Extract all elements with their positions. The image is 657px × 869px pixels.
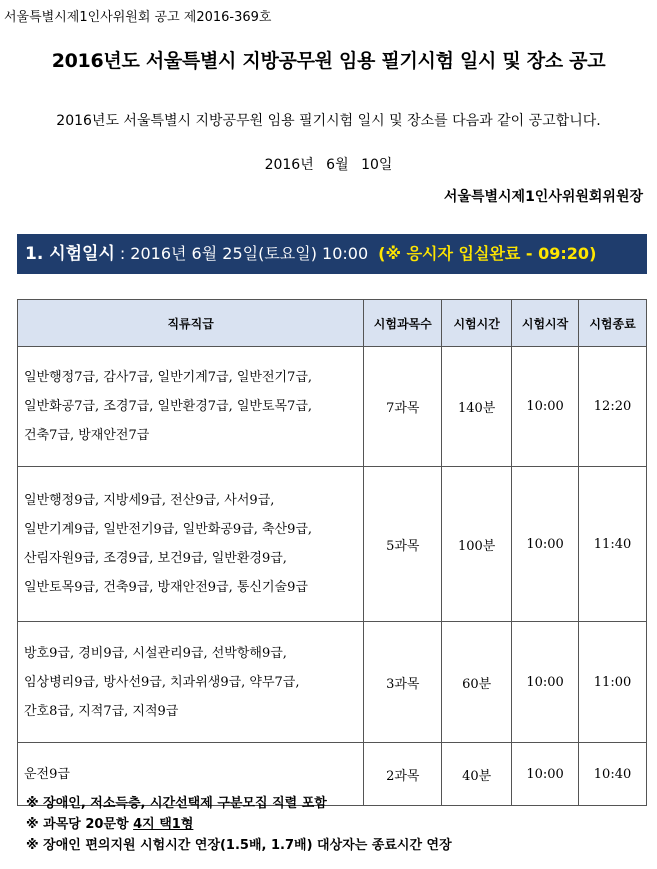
job-line: 일반기계9급, 일반전기9급, 일반화공9급, 축산9급,	[24, 522, 313, 537]
start-cell: 10:00	[512, 743, 579, 806]
job-line: 일반화공7급, 조경7급, 일반환경7급, 일반토목7급,	[24, 399, 313, 414]
subjects-cell: 3과목	[364, 622, 442, 743]
subjects-cell: 5과목	[364, 467, 442, 622]
notice-date: 2016년 6월 10일	[264, 157, 393, 173]
duration-cell: 100분	[442, 467, 512, 622]
footnote-2-text: ※ 과목당 20문항	[26, 817, 134, 832]
section-heading: 1. 시험일시	[25, 244, 115, 264]
notice-number: 서울특별시제1인사위원회 공고 제2016-369호	[4, 10, 272, 25]
exam-datetime: 2016년 6월 25일(토요일) 10:00	[130, 244, 369, 263]
schedule-table	[17, 299, 647, 806]
footnote-2	[26, 814, 452, 835]
header-end: 시험종료	[579, 300, 647, 347]
job-line: 임상병리9급, 방사선9급, 치과위생9급, 약무7급,	[24, 674, 300, 690]
job-line: 운전9급	[24, 766, 70, 782]
job-list-cell	[18, 347, 364, 467]
duration-cell: 40분	[442, 743, 512, 806]
section-banner	[17, 234, 647, 274]
job-line: 일반토목9급, 건축9급, 방재안전9급, 통신기술9급	[24, 580, 308, 595]
job-line: 일반행정7급, 감사7급, 일반기계7급, 일반전기7급,	[24, 370, 313, 385]
table-row	[18, 467, 647, 622]
job-line: 방호9급, 경비9급, 시설관리9급, 선박항해9급,	[24, 645, 287, 661]
job-list-cell	[18, 622, 364, 743]
duration-cell: 140분	[442, 347, 512, 467]
intro-text: 2016년도 서울특별시 지방공무원 임용 필기시험 일시 및 장소를 다음과 같이 공고합니다.	[56, 113, 601, 129]
job-line: 건축7급, 방재안전7급	[24, 428, 150, 443]
footnotes	[26, 793, 452, 856]
start-cell: 10:00	[512, 622, 579, 743]
footnote-3: ※ 장애인 편의지원 시험시간 연장(1.5배, 1.7배) 대상자는 종료시간 연장	[26, 838, 452, 853]
start-cell: 10:00	[512, 347, 579, 467]
job-list-cell	[18, 467, 364, 622]
section-separator: :	[119, 244, 126, 263]
job-line: 일반행정9급, 지방세9급, 전산9급, 사서9급,	[24, 493, 275, 508]
end-cell: 10:40	[579, 743, 647, 806]
issuer-name: 서울특별시제1인사위원회위원장	[443, 189, 643, 205]
header-job: 직류직급	[18, 300, 364, 347]
page-title: 2016년도 서울특별시 지방공무원 임용 필기시험 일시 및 장소 공고	[51, 50, 606, 72]
duration-cell: 60분	[442, 622, 512, 743]
subjects-cell: 7과목	[364, 347, 442, 467]
end-cell: 11:40	[579, 467, 647, 622]
entry-note: (※ 응시자 입실완료 - 09:20)	[378, 244, 597, 263]
table-header-row	[18, 300, 647, 347]
subjects-cell: 2과목	[364, 743, 442, 806]
footnote-2-underlined: 4지 택1형	[133, 817, 194, 832]
table-row	[18, 347, 647, 467]
header-start: 시험시작	[512, 300, 579, 347]
end-cell: 11:00	[579, 622, 647, 743]
start-cell: 10:00	[512, 467, 579, 622]
table-row	[18, 622, 647, 743]
header-duration: 시험시간	[442, 300, 512, 347]
job-line: 산림자원9급, 조경9급, 보건9급, 일반환경9급,	[24, 551, 287, 566]
footnote-1: ※ 장애인, 저소득층, 시간선택제 구분모집 직렬 포함	[26, 796, 327, 811]
header-subjects: 시험과목수	[364, 300, 442, 347]
job-line: 간호8급, 지적7급, 지적9급	[24, 703, 179, 719]
end-cell: 12:20	[579, 347, 647, 467]
